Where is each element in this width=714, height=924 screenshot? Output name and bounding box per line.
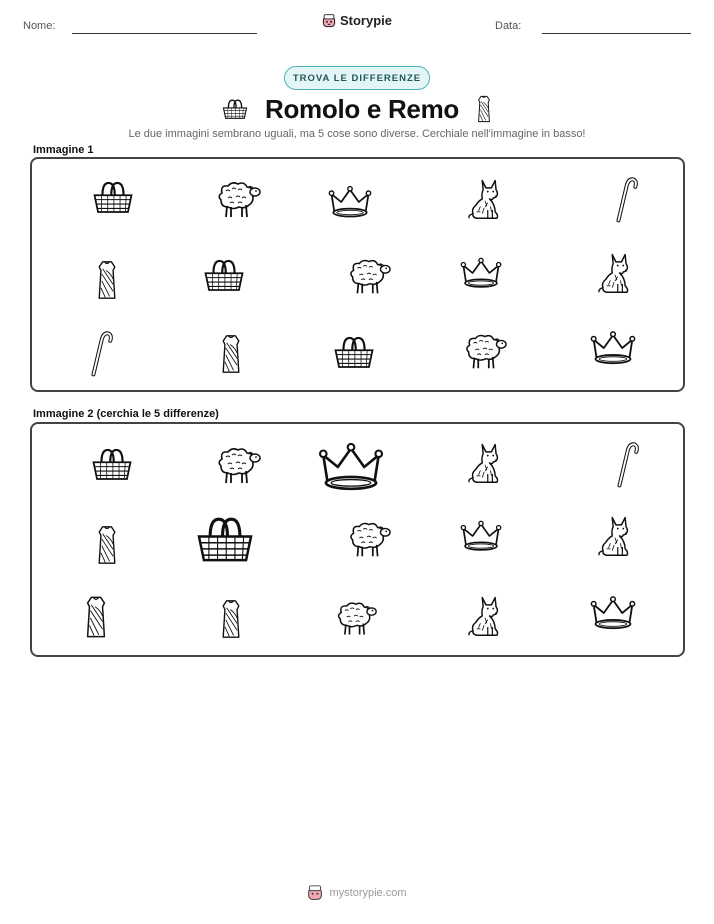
sheep-icon xyxy=(344,255,392,297)
footer-url[interactable]: mystorypie.com xyxy=(329,887,407,899)
basket-icon[interactable] xyxy=(194,512,256,566)
sheep-icon[interactable] xyxy=(332,598,378,638)
sheep-icon xyxy=(460,331,508,371)
crown-icon xyxy=(328,183,372,221)
name-line[interactable] xyxy=(72,33,257,34)
panel-1-label: Immagine 1 xyxy=(33,144,94,156)
wolf-icon[interactable] xyxy=(462,438,508,486)
basket-icon xyxy=(332,333,376,371)
title-row xyxy=(0,92,714,126)
toga-icon[interactable] xyxy=(218,594,244,644)
crown-icon[interactable] xyxy=(318,439,384,495)
page-title: Romolo e Remo xyxy=(264,93,459,124)
wolf-icon[interactable] xyxy=(462,590,508,640)
toga-icon[interactable] xyxy=(94,520,120,570)
wolf-icon[interactable] xyxy=(592,510,638,560)
sheep-icon[interactable] xyxy=(344,518,392,560)
storypie-mascot-icon xyxy=(307,885,323,901)
sheep-icon xyxy=(212,179,262,219)
panel-2-label: Immagine 2 (cerchia le 5 differenze) xyxy=(33,408,219,420)
staff-icon xyxy=(611,173,639,225)
toga-icon[interactable] xyxy=(82,592,110,642)
crown-icon[interactable] xyxy=(460,518,502,554)
date-line[interactable] xyxy=(542,33,691,34)
brand-name: Storypie xyxy=(339,13,392,28)
basket-icon xyxy=(221,98,249,120)
footer xyxy=(0,885,714,901)
staff-icon xyxy=(86,327,114,379)
image-2-panel[interactable] xyxy=(30,422,685,657)
crown-icon[interactable] xyxy=(590,594,636,632)
sheep-icon[interactable] xyxy=(212,445,262,485)
staff-icon[interactable] xyxy=(612,438,640,490)
basket-icon xyxy=(91,178,135,216)
brand-logo xyxy=(0,13,714,28)
crown-icon xyxy=(590,329,636,367)
name-label: Nome: xyxy=(23,20,56,32)
basket-icon[interactable] xyxy=(90,445,134,483)
wolf-icon xyxy=(462,174,508,222)
storypie-mascot-icon xyxy=(322,14,336,28)
image-1-panel xyxy=(30,157,685,392)
toga-icon xyxy=(218,329,244,379)
wolf-icon xyxy=(592,247,638,297)
basket-icon xyxy=(202,255,246,295)
instructions: Le due immagini sembrano uguali, ma 5 cose sono diverse. Cerchiale nell'immagine in basso! xyxy=(128,128,586,140)
toga-icon xyxy=(94,255,120,305)
activity-badge: TROVA LE DIFFERENZE xyxy=(284,66,430,90)
date-label: Data: xyxy=(495,20,522,32)
toga-icon xyxy=(475,94,493,124)
crown-icon xyxy=(460,255,502,291)
